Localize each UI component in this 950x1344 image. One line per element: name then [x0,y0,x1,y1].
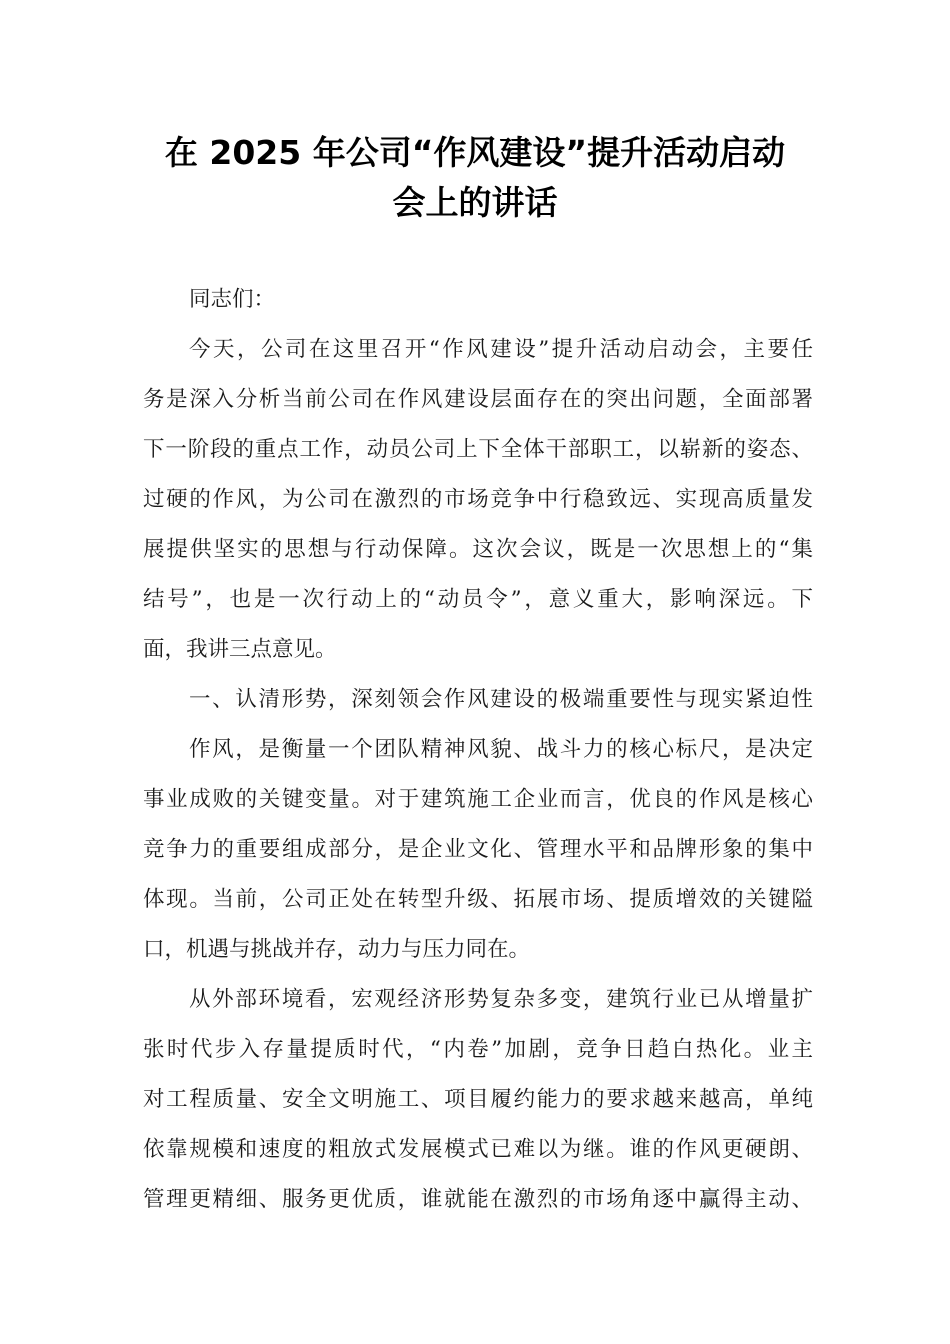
paragraph-line: 面，我讲三点意见。 [143,637,337,662]
paragraph-line: 今天，公司在这里召开“作风建设”提升活动启动会，主要任 [189,337,813,362]
paragraph-line: 竞争力的重要组成部分，是企业文化、管理水平和品牌形象的集中 [143,837,813,862]
paragraph-line: 口，机遇与挑战并存，动力与压力同在。 [143,937,531,962]
salutation: 同志们： [189,287,276,312]
paragraph-line: 管理更精细、服务更优质，谁就能在激烈的市场角逐中赢得主动、 [143,1187,813,1212]
paragraph-line: 结号”，也是一次行动上的“动员令”，意义重大，影响深远。下 [143,587,813,612]
paragraph-line: 张时代步入存量提质时代，“内卷”加剧，竞争日趋白热化。业主 [143,1037,813,1062]
document-title [120,128,830,228]
paragraph-line: 过硬的作风，为公司在激烈的市场竞争中行稳致远、实现高质量发 [143,487,813,512]
paragraph-line: 下一阶段的重点工作，动员公司上下全体干部职工，以崭新的姿态、 [143,437,813,462]
title-line-2: 会上的讲话 [392,183,558,222]
section-heading: 一、认清形势，深刻领会作风建设的极端重要性与现实紧迫性 [189,687,813,712]
paragraph-line: 依靠规模和速度的粗放式发展模式已难以为继。谁的作风更硬朗、 [143,1137,813,1162]
paragraph-line: 事业成败的关键变量。对于建筑施工企业而言，优良的作风是核心 [143,787,813,812]
title-line-1: 在 2025 年公司“作风建设”提升活动启动 [164,133,786,172]
paragraph-line: 展提供坚实的思想与行动保障。这次会议，既是一次思想上的“集 [143,537,813,562]
paragraph-line: 务是深入分析当前公司在作风建设层面存在的突出问题，全面部署 [143,387,813,412]
paragraph-line: 从外部环境看，宏观经济形势复杂多变，建筑行业已从增量扩 [189,987,813,1012]
document-body [143,275,813,1225]
paragraph-line: 对工程质量、安全文明施工、项目履约能力的要求越来越高，单纯 [143,1087,813,1112]
paragraph-line: 作风，是衡量一个团队精神风貌、战斗力的核心标尺，是决定 [189,737,813,762]
paragraph-line: 体现。当前，公司正处在转型升级、拓展市场、提质增效的关键隘 [143,887,813,912]
